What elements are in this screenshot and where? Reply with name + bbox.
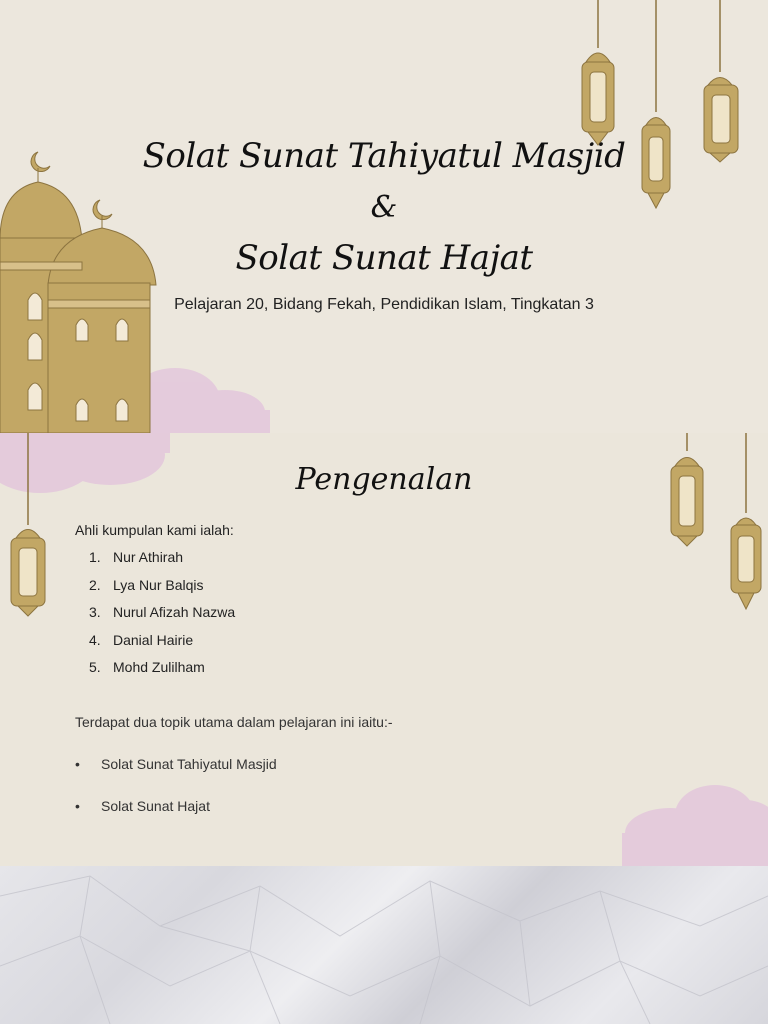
title-slide [0, 0, 768, 433]
list-item [75, 756, 277, 798]
member-name: Nurul Afizah Nazwa [113, 604, 236, 620]
lantern-icon [582, 0, 614, 145]
crumpled-paper-texture [0, 866, 768, 1024]
topics-intro: Terdapat dua topik utama dalam pelajaran ini iaitu:- [75, 714, 393, 730]
topic-text: Solat Sunat Hajat [101, 798, 210, 814]
list-item: 2. Lya Nur Balqis [75, 577, 235, 605]
topic-text: Solat Sunat Tahiyatul Masjid [101, 756, 277, 772]
next-slide-preview [0, 866, 768, 1024]
title-line-1: Solat Sunat Tahiyatul Masjid [142, 136, 626, 176]
section-heading: Pengenalan [295, 462, 473, 497]
list-item: 5. Mohd Zulilham [75, 659, 235, 687]
pink-cloud-bottom-right [622, 785, 768, 866]
member-name: Nur Athirah [113, 549, 184, 565]
member-name: Lya Nur Balqis [113, 576, 204, 593]
title-ampersand: & [370, 190, 398, 225]
subtitle: Pelajaran 20, Bidang Fekah, Pendidikan Islam, Tingkatan 3 [174, 296, 594, 313]
bullet-icon: • [75, 756, 80, 772]
list-item: 1. Nur Athirah [75, 549, 235, 577]
list-item: 4. Danial Hairie [75, 632, 235, 660]
list-item [75, 798, 277, 840]
members-intro: Ahli kumpulan kami ialah: [75, 522, 234, 538]
title-line-3: Solat Sunat Hajat [235, 238, 533, 278]
topics-list [75, 756, 277, 840]
lantern-icon [642, 0, 670, 208]
list-item: 3. Nurul Afizah Nazwa [75, 604, 235, 632]
bullet-icon: • [75, 798, 80, 814]
member-name: Mohd Zulilham [113, 659, 205, 675]
members-list [75, 549, 235, 687]
member-name: Danial Hairie [113, 631, 194, 648]
lantern-icon [731, 433, 761, 609]
